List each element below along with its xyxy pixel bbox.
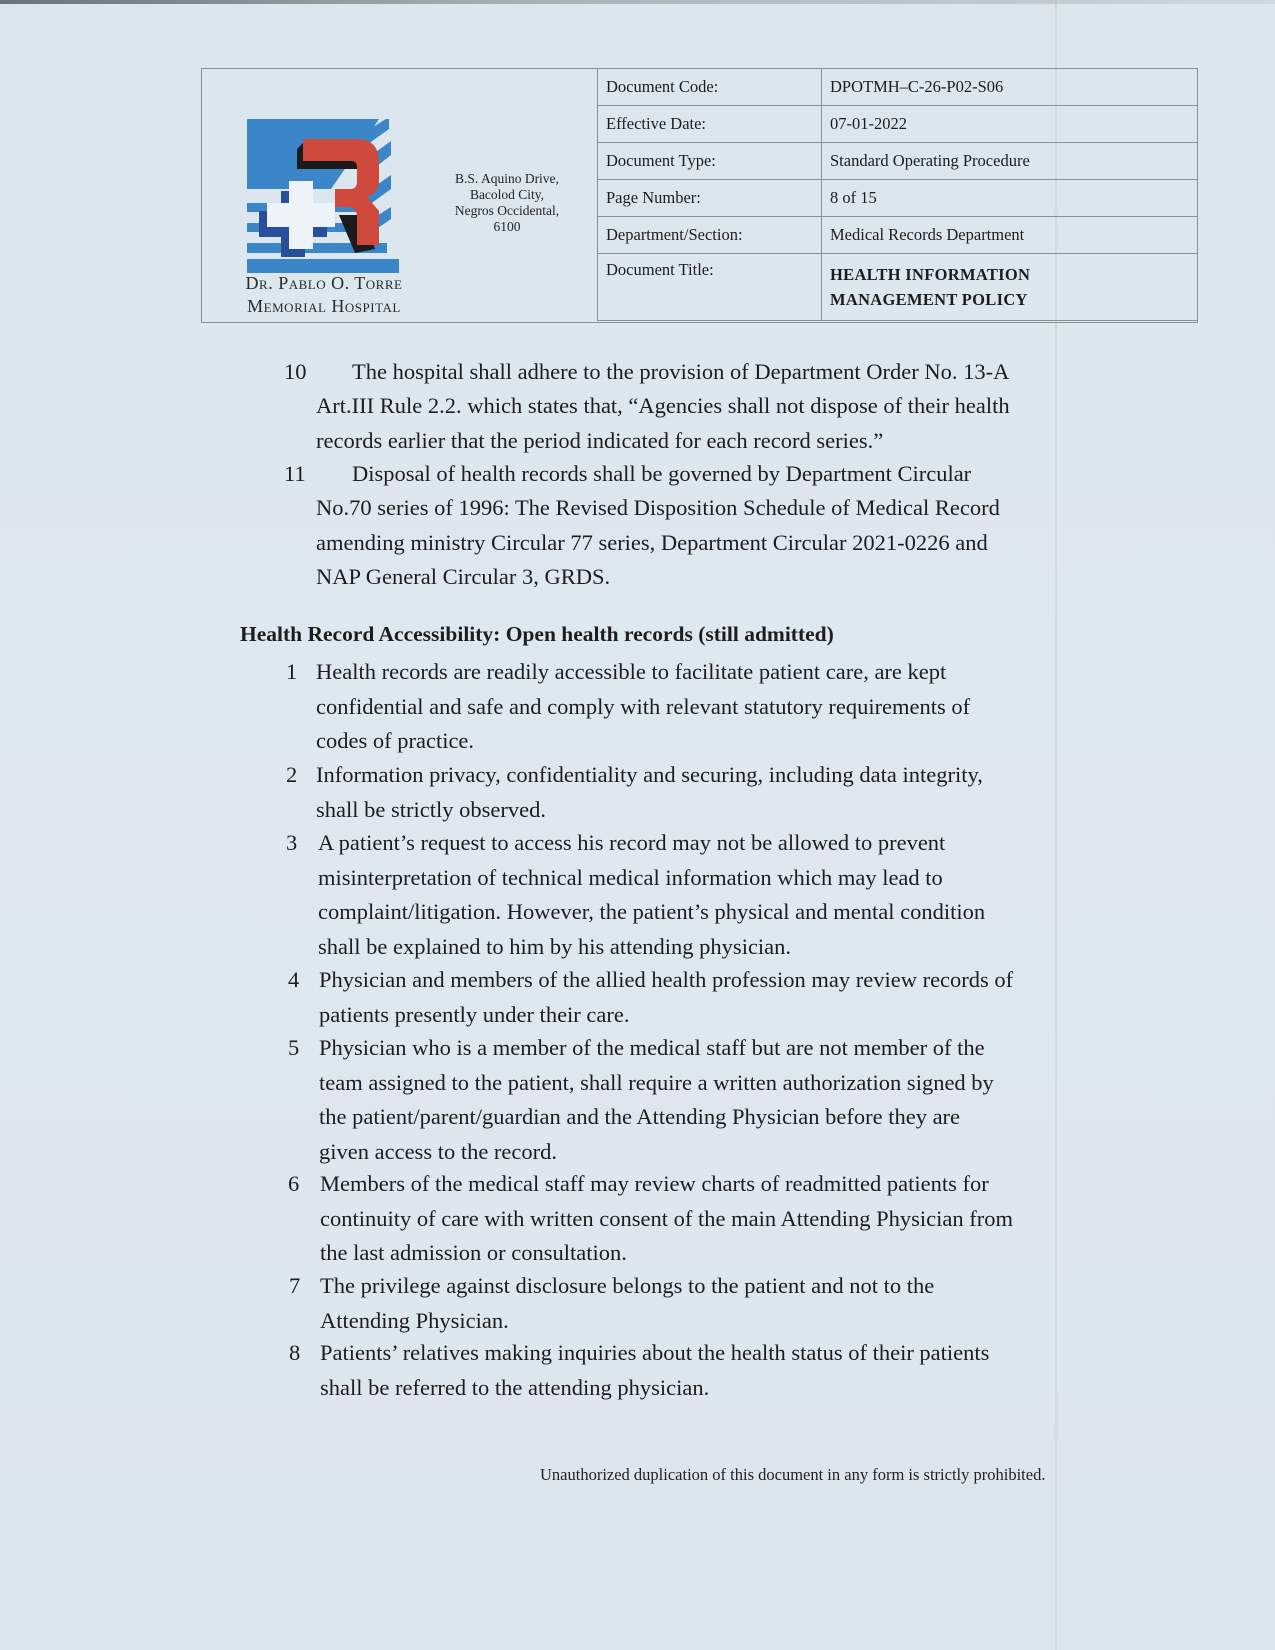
- list-item-continuation: [316, 491, 1000, 595]
- hospital-cross-r-logo-icon: [239, 119, 399, 274]
- list-item: [320, 1269, 934, 1338]
- item-line: codes of practice.: [316, 728, 475, 753]
- address-line: Bacolod City,: [469, 187, 545, 202]
- item-line: continuity of care with written consent of the main Attending Physician from: [320, 1205, 1013, 1231]
- hospital-name-line2: Memorial Hospital: [247, 296, 401, 316]
- item-line: Art.III Rule 2.2. which states that, “Agencies shall not dispose of their health: [316, 393, 1010, 418]
- meta-row-page-number: [598, 180, 1198, 217]
- item-line: misinterpretation of technical medical information which may lead to: [318, 864, 943, 890]
- meta-row-document-code: [598, 69, 1198, 106]
- list-item-continuation: [316, 389, 1010, 458]
- item-line: amending ministry Circular 77 series, Department Circular 2021-0226 and: [316, 529, 988, 555]
- item-line: complaint/litigation. However, the patient’s physical and mental condition: [318, 899, 986, 924]
- item-line: shall be referred to the attending physician.: [320, 1374, 710, 1400]
- meta-label: Document Title:: [598, 254, 822, 321]
- item-line: the patient/parent/guardian and the Attending Physician before they are: [319, 1104, 961, 1129]
- item-line: patients presently under their care.: [319, 1001, 630, 1027]
- item-number: 8: [289, 1340, 301, 1365]
- meta-label: Document Code:: [598, 69, 822, 106]
- item-line: Members of the medical staff may review charts of readmitted patients for: [320, 1171, 989, 1196]
- item-line: confidential and safe and comply with relevant statutory requirements of: [316, 693, 971, 719]
- meta-label: Effective Date:: [598, 106, 822, 143]
- section-heading: Health Record Accessibility: Open health records (still admitted): [240, 622, 834, 646]
- meta-value: Standard Operating Procedure: [822, 143, 1198, 180]
- item-number: 1: [286, 659, 298, 684]
- item-number: 3: [286, 830, 298, 855]
- list-item: [318, 826, 985, 964]
- list-item: [319, 1031, 994, 1169]
- meta-value: DPOTMH–C-26-P02-S06: [822, 69, 1198, 106]
- meta-row-department: [598, 217, 1198, 254]
- list-item: [316, 655, 970, 759]
- item-line: The privilege against disclosure belongs to the patient and not to the: [320, 1273, 935, 1298]
- item-line: Physician and members of the allied health profession may review records of: [319, 967, 1014, 992]
- item-number: 11: [284, 461, 306, 486]
- list-item: [319, 963, 1013, 1032]
- document-title-line2: MANAGEMENT POLICY: [830, 290, 1028, 309]
- scan-edge-shadow: [0, 0, 1275, 4]
- list-item: [316, 758, 983, 827]
- item-line: shall be explained to him by his attending physician.: [318, 933, 792, 959]
- list-item: [352, 457, 971, 492]
- meta-label: Page Number:: [598, 180, 822, 217]
- list-item: [320, 1336, 989, 1405]
- hospital-identity: [202, 69, 597, 322]
- item-number: 5: [288, 1035, 300, 1060]
- item-line: given access to the record.: [319, 1138, 558, 1164]
- meta-row-document-type: [598, 143, 1198, 180]
- meta-row-document-title: [598, 254, 1198, 321]
- meta-value: 8 of 15: [822, 180, 1198, 217]
- item-line: No.70 series of 1996: The Revised Disposition Schedule of Medical Record: [316, 495, 1000, 520]
- item-number: 4: [288, 967, 300, 992]
- item-number: 10: [284, 359, 307, 384]
- hospital-name-line1: Dr. Pablo O. Torre: [245, 273, 403, 293]
- item-line: Health records are readily accessible to facilitate patient care, are kept: [316, 659, 947, 684]
- meta-label: Department/Section:: [598, 217, 822, 254]
- meta-row-effective-date: [598, 106, 1198, 143]
- item-line: shall be strictly observed.: [316, 796, 546, 822]
- list-item: [320, 1167, 1013, 1271]
- hospital-name: [214, 272, 434, 318]
- meta-value: 07-01-2022: [822, 106, 1198, 143]
- item-line: team assigned to the patient, shall require a written authorization signed by: [319, 1069, 994, 1095]
- address-line: B.S. Aquino Drive,: [455, 171, 559, 186]
- item-line: Attending Physician.: [320, 1307, 509, 1333]
- item-line: The hospital shall adhere to the provision of Department Order No. 13-A: [352, 359, 1010, 384]
- item-line: A patient’s request to access his record may not be allowed to prevent: [318, 830, 946, 855]
- item-line: Patients’ relatives making inquiries about the health status of their patients: [320, 1340, 990, 1365]
- item-line: Physician who is a member of the medical staff but are not member of the: [319, 1035, 985, 1060]
- item-number: 2: [286, 762, 298, 787]
- list-item: [352, 355, 1009, 390]
- item-line: Disposal of health records shall be governed by Department Circular: [352, 461, 972, 486]
- item-number: 7: [289, 1273, 301, 1298]
- document-title: [822, 254, 1198, 321]
- meta-value: Medical Records Department: [822, 217, 1198, 254]
- document-meta-table: [597, 68, 1198, 321]
- item-line: Information privacy, confidentiality and securing, including data integrity,: [316, 762, 983, 787]
- meta-label: Document Type:: [598, 143, 822, 180]
- item-number: 6: [288, 1171, 300, 1196]
- item-line: records earlier that the period indicated for each record series.”: [316, 427, 884, 453]
- footer-notice: Unauthorized duplication of this document in any form is strictly prohibited.: [540, 1465, 1046, 1484]
- hospital-address: [432, 171, 582, 235]
- address-line: 6100: [493, 219, 521, 234]
- address-line: Negros Occidental,: [454, 203, 560, 218]
- item-line: NAP General Circular 3, GRDS.: [316, 564, 611, 589]
- document-header: [201, 68, 1198, 323]
- item-line: the last admission or consultation.: [320, 1240, 627, 1265]
- document-title-line1: HEALTH INFORMATION: [830, 265, 1031, 284]
